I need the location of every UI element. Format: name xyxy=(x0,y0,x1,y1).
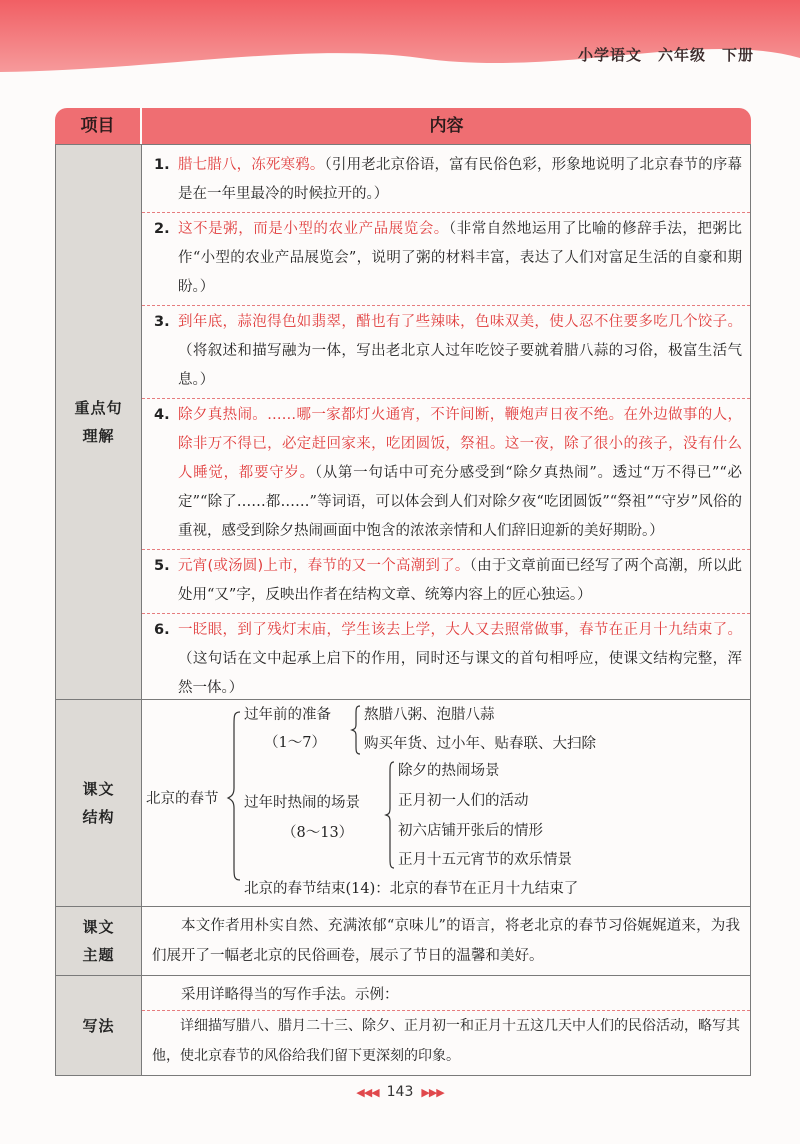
row-theme xyxy=(56,906,750,975)
label-line: 重点句 xyxy=(74,399,123,417)
row-structure xyxy=(56,699,750,906)
dashed-divider xyxy=(142,212,750,213)
quoted-sentence: 腊七腊八，冻死寒鸦。 xyxy=(178,157,325,173)
label-line: 课文 xyxy=(82,780,115,798)
quoted-sentence: 元宵(或汤圆)上市，春节的又一个高潮到了。 xyxy=(178,558,470,574)
right-arrows-icon: ▶▶▶ xyxy=(421,1086,444,1099)
left-arrows-icon: ◀◀◀ xyxy=(356,1086,379,1099)
writing-intro: 采用详略得当的写作手法。示例： xyxy=(181,987,399,1003)
label-line: 理解 xyxy=(82,427,115,445)
item-number: 2. xyxy=(154,221,170,237)
structure-root: 北京的春节 xyxy=(146,791,219,807)
analysis-note: （由于文章前面已经写了两个高潮，所以此处用“又”字，反映出作者在结构文章、统筹内容上的匠心独运。） xyxy=(178,558,742,603)
dashed-divider xyxy=(142,613,750,614)
label-line: 课文 xyxy=(82,918,115,936)
table-body xyxy=(55,144,751,1076)
study-table xyxy=(55,108,751,1076)
quoted-sentence: 除夕真热闹。……哪一家都灯火通宵，不许间断，鞭炮声日夜不绝。在外边做事的人，除非万不得已，必定赶回家来，吃团圆饭，祭祖。这一夜，除了很小的孩子，没有什么人睡觉，都要守岁。 xyxy=(178,407,742,481)
page-footer xyxy=(0,1084,800,1100)
dashed-divider xyxy=(142,305,750,306)
list-item xyxy=(150,401,742,549)
book-info: 小学语文 六年级 下册 xyxy=(577,46,754,64)
during-item: 除夕的热闹场景 xyxy=(398,763,500,779)
header-content-label: 内容 xyxy=(429,116,464,136)
list-item xyxy=(150,151,742,212)
list-item xyxy=(150,215,742,305)
during-title: 过年时热闹的场景 xyxy=(244,795,360,811)
during-item: 初六店铺开张后的情形 xyxy=(398,823,543,839)
label-line: 结构 xyxy=(82,808,115,826)
row-key-sentences xyxy=(56,144,750,699)
item-number: 5. xyxy=(154,558,170,574)
item-number: 1. xyxy=(154,157,170,173)
before-item: 熬腊八粥、泡腊八蒜 xyxy=(364,707,495,723)
label-line: 写法 xyxy=(82,1016,115,1035)
analysis-note: （非常自然地运用了比喻的修辞手法，把粥比作“小型的农业产品展览会”，说明了粥的材料丰富，表达了人们对富足生活的自豪和期盼。） xyxy=(178,221,743,295)
before-range: （1～7） xyxy=(264,735,326,751)
theme-text: 本文作者用朴实自然、充满浓郁“京味儿”的语言，将老北京的春节习俗娓娓道来，为我们展开了一幅老北京的民俗画卷，展示了节日的温馨和美好。 xyxy=(152,918,740,964)
before-item: 购买年货、过小年、贴春联、大扫除 xyxy=(364,736,596,752)
label-line: 主题 xyxy=(82,946,115,964)
quoted-sentence: 一眨眼，到了残灯末庙，学生该去上学，大人又去照常做事，春节在正月十九结束了。 xyxy=(178,622,742,638)
during-range: （8～13） xyxy=(282,825,354,841)
list-item xyxy=(150,308,742,398)
writing-text xyxy=(142,976,750,1075)
header-item-label: 项目 xyxy=(80,116,115,136)
list-item xyxy=(150,616,742,706)
during-item: 正月十五元宵节的欢乐情景 xyxy=(398,852,572,868)
header-content-cell xyxy=(142,108,751,144)
structure-diagram xyxy=(142,700,750,906)
row-label xyxy=(56,907,142,975)
analysis-note: （将叙述和描写融为一体，写出老北京人过年吃饺子要就着腊八蒜的习俗，极富生活气息。） xyxy=(178,343,742,388)
dashed-divider xyxy=(142,398,750,399)
analysis-note: （引用老北京俗语，富有民俗色彩，形象地说明了北京春节的序幕是在一年里最冷的时候拉开的。） xyxy=(178,157,742,202)
quoted-sentence: 这不是粥，而是小型的农业产品展览会。 xyxy=(178,221,449,237)
item-number: 3. xyxy=(154,314,170,330)
page-number: 143 xyxy=(386,1084,414,1100)
before-title: 过年前的准备 xyxy=(244,707,331,723)
row-label xyxy=(56,145,142,699)
row-label xyxy=(56,700,142,906)
list-item xyxy=(150,552,742,613)
item-number: 6. xyxy=(154,622,170,638)
during-item: 正月初一人们的活动 xyxy=(398,793,529,809)
analysis-note: （这句话在文中起承上启下的作用，同时还与课文的首句相呼应，使课文结构完整，浑然一体。） xyxy=(178,651,742,696)
header-item-cell xyxy=(55,108,140,144)
structure-ending: 北京的春节结束(14)：北京的春节在正月十九结束了 xyxy=(244,881,579,897)
row-label xyxy=(56,976,142,1075)
item-number: 4. xyxy=(154,407,170,423)
quoted-sentence: 到年底，蒜泡得色如翡翠，醋也有了些辣味，色味双美，使人忍不住要多吃几个饺子。 xyxy=(178,314,742,330)
writing-example: 详细描写腊八、腊月二十三、除夕、正月初一和正月十五这几天中人们的民俗活动，略写其他，使北京春节的风俗给我们留下更深刻的印象。 xyxy=(152,1018,740,1064)
row-writing xyxy=(56,975,750,1075)
table-header xyxy=(55,108,751,144)
key-sentence-list xyxy=(142,145,750,699)
dashed-divider xyxy=(142,549,750,550)
analysis-note: （从第一句话中可充分感受到“除夕真热闹”。透过“万不得已”“必定”“除了……都……”等词语，可以体会到人们对除夕夜“吃团圆饭”“祭祖”“守岁”风俗的重视，感受到除夕热闹画面中饱含的浓浓亲情和人们辞旧迎新的美好期盼。） xyxy=(178,465,743,539)
